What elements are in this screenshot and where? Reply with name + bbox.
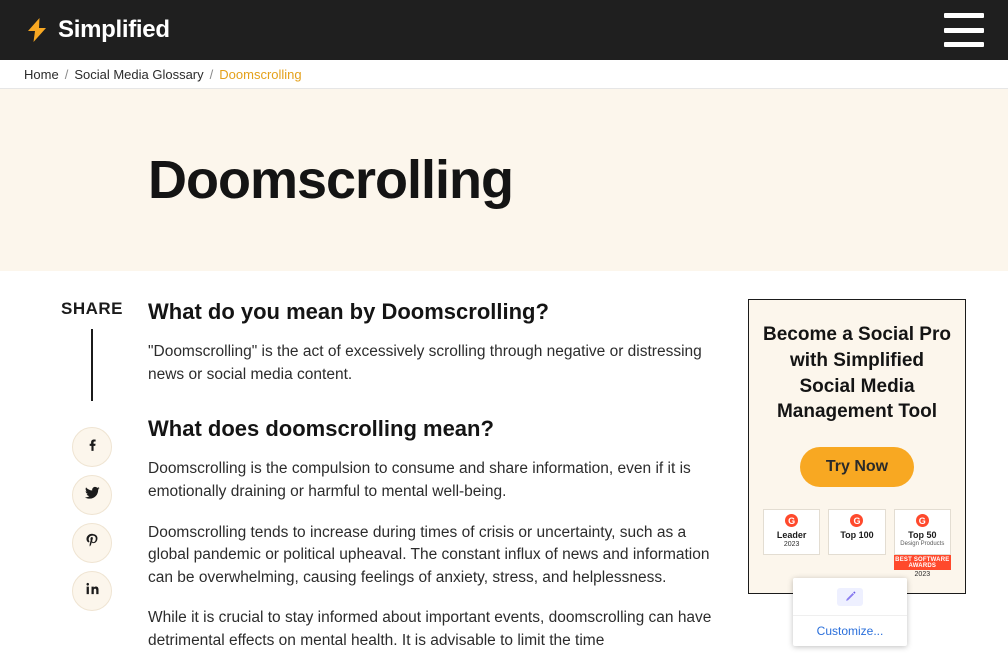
article-paragraph-2: Doomscrolling is the compulsion to consume and share information, even if it is emotionally draining or harmful to mental well-being.	[148, 460, 691, 500]
share-sidebar	[36, 299, 148, 671]
award-badge	[828, 509, 885, 578]
award-badge-label: Leader	[776, 530, 807, 541]
brand-logo[interactable]	[24, 16, 170, 44]
article-body	[148, 299, 748, 671]
hamburger-bar	[944, 28, 984, 33]
award-badge-year: 2023	[914, 571, 931, 579]
award-badge	[763, 509, 820, 578]
twitter-icon	[84, 484, 101, 506]
award-badge-top	[763, 509, 820, 555]
award-badge-year: 2023	[783, 541, 800, 549]
award-badge-label: Top 100	[840, 530, 874, 541]
breadcrumb-item-glossary[interactable]: Social Media Glossary	[74, 66, 204, 82]
share-pinterest-button[interactable]	[72, 523, 112, 563]
share-label: SHARE	[60, 299, 123, 318]
pencil-icon	[837, 588, 863, 606]
share-twitter-button[interactable]	[72, 475, 112, 515]
promo-card	[748, 299, 966, 594]
g2-icon: G	[916, 514, 929, 527]
facebook-icon	[84, 436, 101, 458]
breadcrumb-item-home[interactable]: Home	[24, 66, 59, 82]
share-divider	[91, 329, 93, 401]
award-badge-sub: Design Products	[900, 541, 945, 548]
article-paragraph-3: Doomscrolling tends to increase during times of crisis or uncertainty, such as a global pandemic or political upheaval. The constant influx of news and information can be overwhelming, causing feelings of anxiety, stress, and helplessness.	[148, 523, 710, 586]
simplified-logo-icon	[24, 17, 50, 43]
try-now-button[interactable]: Try Now	[800, 447, 914, 487]
hamburger-menu-icon[interactable]	[944, 13, 984, 47]
page-title: Doomscrolling	[148, 149, 514, 210]
linkedin-icon	[84, 580, 101, 602]
hamburger-bar	[944, 13, 984, 18]
article-paragraph-1: "Doomscrolling" is the act of excessively scrolling through negative or distressing news or social media content.	[148, 343, 702, 383]
customize-widget[interactable]	[793, 578, 907, 646]
customize-label[interactable]: Customize...	[816, 624, 884, 638]
award-badge	[894, 509, 951, 578]
hamburger-bar	[944, 42, 984, 47]
promo-title: Become a Social Pro with Simplified Social Media Management Tool	[763, 324, 951, 423]
award-badge-label: Top 50	[908, 530, 937, 541]
article-paragraph-4: While it is crucial to stay informed about important events, doomscrolling can have detrimental effects on mental health. It is advisable to limit the time	[148, 609, 712, 649]
award-badge-top	[828, 509, 885, 555]
share-linkedin-button[interactable]	[72, 571, 112, 611]
g2-icon: G	[785, 514, 798, 527]
article-heading-2: What does doomscrolling mean?	[148, 416, 494, 442]
award-badge-top	[894, 509, 951, 555]
share-facebook-button[interactable]	[72, 427, 112, 467]
breadcrumb	[0, 60, 1008, 89]
award-badge-ribbon: BEST SOFTWARE AWARDS	[895, 557, 950, 570]
brand-name: Simplified	[58, 16, 170, 43]
hero-banner	[0, 89, 1008, 271]
article-heading-1: What do you mean by Doomscrolling?	[148, 299, 549, 324]
g2-icon: G	[850, 514, 863, 527]
breadcrumb-item-current: Doomscrolling	[219, 66, 302, 82]
customize-preview	[793, 578, 907, 616]
award-badges	[763, 509, 951, 578]
site-header	[0, 0, 1008, 60]
breadcrumb-separator: /	[64, 66, 69, 82]
breadcrumb-separator: /	[209, 66, 214, 82]
pinterest-icon	[84, 532, 101, 554]
